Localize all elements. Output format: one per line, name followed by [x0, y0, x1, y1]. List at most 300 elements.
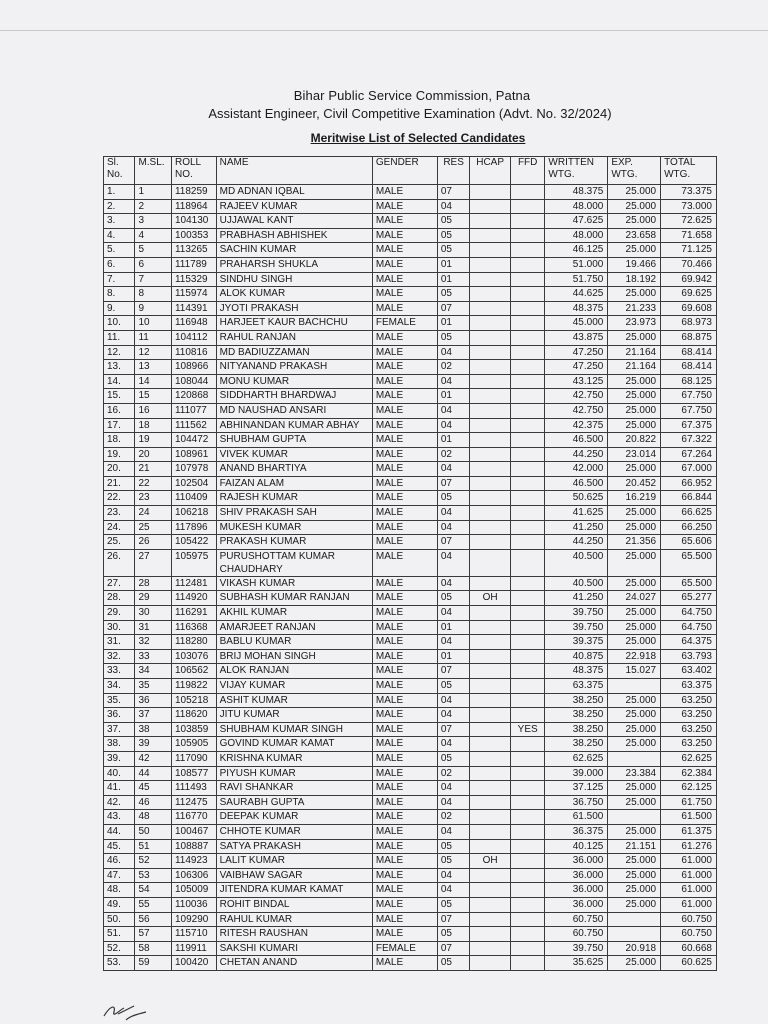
hcap-cell: [470, 722, 511, 737]
hcap-cell: OH: [470, 854, 511, 869]
total-wtg-cell: 61.000: [661, 868, 717, 883]
written-wtg-cell: 46.125: [545, 243, 608, 258]
written-wtg-cell: 36.000: [545, 883, 608, 898]
written-wtg-cell: 42.000: [545, 462, 608, 477]
exp-wtg-cell: 25.000: [608, 606, 661, 621]
name-cell: MD ADNAN IQBAL: [216, 185, 372, 200]
total-wtg-cell: 71.658: [661, 228, 717, 243]
total-wtg-cell: 67.000: [661, 462, 717, 477]
serial-cell: 40.: [104, 766, 135, 781]
hcap-cell: [470, 883, 511, 898]
gender-cell: MALE: [372, 389, 437, 404]
serial-cell: 29.: [104, 606, 135, 621]
ffd-cell: [510, 766, 545, 781]
merit-serial-cell: 19: [135, 433, 172, 448]
hcap-cell: [470, 506, 511, 521]
exp-wtg-cell: 23.014: [608, 447, 661, 462]
roll-no-cell: 106306: [171, 868, 216, 883]
written-wtg-cell: 42.375: [545, 418, 608, 433]
name-cell: RAHUL RANJAN: [216, 330, 372, 345]
table-row: [104, 447, 717, 462]
merit-serial-cell: 27: [135, 549, 172, 576]
written-wtg-cell: 51.000: [545, 257, 608, 272]
serial-cell: 20.: [104, 462, 135, 477]
written-wtg-cell: 47.250: [545, 360, 608, 375]
hcap-cell: [470, 520, 511, 535]
hcap-cell: [470, 766, 511, 781]
exp-wtg-cell: 25.000: [608, 403, 661, 418]
roll-no-cell: 108044: [171, 374, 216, 389]
gender-cell: MALE: [372, 664, 437, 679]
serial-cell: 8.: [104, 287, 135, 302]
roll-no-cell: 111562: [171, 418, 216, 433]
total-wtg-cell: 61.000: [661, 897, 717, 912]
ffd-cell: [510, 462, 545, 477]
written-wtg-cell: 48.375: [545, 301, 608, 316]
total-wtg-cell: 65.500: [661, 549, 717, 576]
table-row: [104, 185, 717, 200]
ffd-cell: [510, 316, 545, 331]
table-row: [104, 389, 717, 404]
serial-cell: 48.: [104, 883, 135, 898]
name-cell: ROHIT BINDAL: [216, 897, 372, 912]
written-wtg-cell: 50.625: [545, 491, 608, 506]
hcap-cell: [470, 927, 511, 942]
table-row: [104, 491, 717, 506]
merit-serial-cell: 8: [135, 287, 172, 302]
ffd-cell: [510, 606, 545, 621]
ffd-cell: [510, 664, 545, 679]
merit-serial-cell: 20: [135, 447, 172, 462]
res-cell: 04: [437, 708, 469, 723]
written-wtg-cell: 47.625: [545, 214, 608, 229]
gender-cell: MALE: [372, 679, 437, 694]
table-row: [104, 956, 717, 971]
roll-no-cell: 104130: [171, 214, 216, 229]
serial-cell: 2.: [104, 199, 135, 214]
roll-no-cell: 103076: [171, 649, 216, 664]
roll-no-cell: 108966: [171, 360, 216, 375]
hcap-cell: [470, 956, 511, 971]
total-wtg-cell: 64.750: [661, 606, 717, 621]
exp-wtg-cell: 23.658: [608, 228, 661, 243]
exp-wtg-cell: [608, 927, 661, 942]
res-cell: 02: [437, 360, 469, 375]
name-cell: SATYA PRAKASH: [216, 839, 372, 854]
table-row: [104, 635, 717, 650]
hcap-cell: [470, 272, 511, 287]
written-wtg-cell: 46.500: [545, 433, 608, 448]
roll-no-cell: 105975: [171, 549, 216, 576]
merit-serial-cell: 36: [135, 693, 172, 708]
total-wtg-cell: 63.250: [661, 693, 717, 708]
total-wtg-cell: 61.000: [661, 854, 717, 869]
name-cell: GOVIND KUMAR KAMAT: [216, 737, 372, 752]
table-row: [104, 228, 717, 243]
hcap-cell: [470, 649, 511, 664]
gender-cell: MALE: [372, 649, 437, 664]
serial-cell: 28.: [104, 591, 135, 606]
serial-cell: 12.: [104, 345, 135, 360]
written-wtg-cell: 44.625: [545, 287, 608, 302]
table-row: [104, 330, 717, 345]
serial-cell: 16.: [104, 403, 135, 418]
total-wtg-cell: 67.750: [661, 389, 717, 404]
exp-wtg-cell: 25.000: [608, 418, 661, 433]
roll-no-cell: 120868: [171, 389, 216, 404]
table-row: [104, 360, 717, 375]
total-wtg-cell: 60.625: [661, 956, 717, 971]
gender-cell: MALE: [372, 883, 437, 898]
res-cell: 05: [437, 491, 469, 506]
merit-serial-cell: 22: [135, 476, 172, 491]
serial-cell: 23.: [104, 506, 135, 521]
table-row: [104, 316, 717, 331]
written-wtg-cell: 40.500: [545, 576, 608, 591]
total-wtg-cell: 61.750: [661, 795, 717, 810]
serial-cell: 1.: [104, 185, 135, 200]
res-cell: 04: [437, 635, 469, 650]
ffd-cell: [510, 228, 545, 243]
exp-wtg-cell: 25.000: [608, 576, 661, 591]
total-wtg-cell: 64.375: [661, 635, 717, 650]
gender-cell: MALE: [372, 491, 437, 506]
hcap-cell: [470, 635, 511, 650]
name-cell: VIVEK KUMAR: [216, 447, 372, 462]
ffd-cell: [510, 737, 545, 752]
gender-cell: MALE: [372, 360, 437, 375]
total-wtg-cell: 68.414: [661, 360, 717, 375]
res-cell: 04: [437, 883, 469, 898]
hcap-cell: [470, 824, 511, 839]
table-row: [104, 476, 717, 491]
list-title: Meritwise List of Selected Candidates: [310, 131, 526, 145]
serial-cell: 47.: [104, 868, 135, 883]
table-row: [104, 649, 717, 664]
res-cell: 01: [437, 620, 469, 635]
exp-wtg-cell: 25.000: [608, 199, 661, 214]
name-cell: ASHIT KUMAR: [216, 693, 372, 708]
hcap-cell: [470, 433, 511, 448]
ffd-cell: [510, 649, 545, 664]
exp-wtg-cell: 25.000: [608, 635, 661, 650]
exp-wtg-cell: 22.918: [608, 649, 661, 664]
serial-cell: 52.: [104, 941, 135, 956]
written-wtg-cell: 41.250: [545, 520, 608, 535]
ffd-cell: [510, 751, 545, 766]
exp-wtg-cell: 25.000: [608, 462, 661, 477]
name-cell: SAURABH GUPTA: [216, 795, 372, 810]
name-cell: HARJEET KAUR BACHCHU: [216, 316, 372, 331]
name-cell: BRIJ MOHAN SINGH: [216, 649, 372, 664]
name-cell: SAKSHI KUMARI: [216, 941, 372, 956]
exp-wtg-cell: 25.000: [608, 854, 661, 869]
ffd-cell: [510, 535, 545, 550]
serial-cell: 11.: [104, 330, 135, 345]
written-wtg-cell: 60.750: [545, 927, 608, 942]
table-row: [104, 345, 717, 360]
total-wtg-cell: 60.750: [661, 927, 717, 942]
roll-no-cell: 106562: [171, 664, 216, 679]
column-header: WRITTEN WTG.: [545, 157, 608, 185]
written-wtg-cell: 40.125: [545, 839, 608, 854]
ffd-cell: [510, 491, 545, 506]
merit-serial-cell: 25: [135, 520, 172, 535]
written-wtg-cell: 36.000: [545, 854, 608, 869]
gender-cell: MALE: [372, 345, 437, 360]
hcap-cell: [470, 214, 511, 229]
ffd-cell: [510, 591, 545, 606]
total-wtg-cell: 73.000: [661, 199, 717, 214]
table-row: [104, 301, 717, 316]
total-wtg-cell: 63.402: [661, 664, 717, 679]
serial-cell: 15.: [104, 389, 135, 404]
total-wtg-cell: 68.125: [661, 374, 717, 389]
gender-cell: MALE: [372, 824, 437, 839]
total-wtg-cell: 62.125: [661, 781, 717, 796]
serial-cell: 46.: [104, 854, 135, 869]
roll-no-cell: 105218: [171, 693, 216, 708]
gender-cell: MALE: [372, 462, 437, 477]
gender-cell: MALE: [372, 795, 437, 810]
name-cell: SACHIN KUMAR: [216, 243, 372, 258]
ffd-cell: [510, 360, 545, 375]
written-wtg-cell: 46.500: [545, 476, 608, 491]
written-wtg-cell: 61.500: [545, 810, 608, 825]
ffd-cell: [510, 374, 545, 389]
table-row: [104, 708, 717, 723]
table-row: [104, 520, 717, 535]
hcap-cell: [470, 664, 511, 679]
res-cell: 04: [437, 693, 469, 708]
merit-serial-cell: 46: [135, 795, 172, 810]
total-wtg-cell: 60.750: [661, 912, 717, 927]
table-row: [104, 693, 717, 708]
res-cell: 01: [437, 389, 469, 404]
serial-cell: 33.: [104, 664, 135, 679]
gender-cell: MALE: [372, 839, 437, 854]
merit-serial-cell: 33: [135, 649, 172, 664]
total-wtg-cell: 68.875: [661, 330, 717, 345]
total-wtg-cell: 71.125: [661, 243, 717, 258]
hcap-cell: [470, 795, 511, 810]
table-row: [104, 781, 717, 796]
roll-no-cell: 103859: [171, 722, 216, 737]
roll-no-cell: 104112: [171, 330, 216, 345]
total-wtg-cell: 67.375: [661, 418, 717, 433]
hcap-cell: [470, 781, 511, 796]
gender-cell: MALE: [372, 535, 437, 550]
gender-cell: MALE: [372, 854, 437, 869]
hcap-cell: [470, 389, 511, 404]
roll-no-cell: 100467: [171, 824, 216, 839]
gender-cell: MALE: [372, 781, 437, 796]
gender-cell: MALE: [372, 301, 437, 316]
merit-serial-cell: 53: [135, 868, 172, 883]
merit-serial-cell: 26: [135, 535, 172, 550]
table-row: [104, 606, 717, 621]
total-wtg-cell: 66.250: [661, 520, 717, 535]
merit-serial-cell: 51: [135, 839, 172, 854]
serial-cell: 30.: [104, 620, 135, 635]
roll-no-cell: 116948: [171, 316, 216, 331]
serial-cell: 36.: [104, 708, 135, 723]
written-wtg-cell: 48.000: [545, 228, 608, 243]
gender-cell: MALE: [372, 766, 437, 781]
total-wtg-cell: 69.625: [661, 287, 717, 302]
res-cell: 01: [437, 649, 469, 664]
exp-wtg-cell: 25.000: [608, 883, 661, 898]
written-wtg-cell: 63.375: [545, 679, 608, 694]
ffd-cell: [510, 214, 545, 229]
merit-serial-cell: 10: [135, 316, 172, 331]
serial-cell: 17.: [104, 418, 135, 433]
total-wtg-cell: 67.750: [661, 403, 717, 418]
ffd-cell: [510, 185, 545, 200]
serial-cell: 19.: [104, 447, 135, 462]
serial-cell: 51.: [104, 927, 135, 942]
merit-serial-cell: 37: [135, 708, 172, 723]
exp-wtg-cell: 25.000: [608, 243, 661, 258]
merit-serial-cell: 31: [135, 620, 172, 635]
table-row: [104, 199, 717, 214]
table-row: [104, 549, 717, 576]
ffd-cell: [510, 883, 545, 898]
name-cell: RAHUL KUMAR: [216, 912, 372, 927]
column-header: M.SL.: [135, 157, 172, 185]
table-row: [104, 722, 717, 737]
name-cell: DEEPAK KUMAR: [216, 810, 372, 825]
roll-no-cell: 106218: [171, 506, 216, 521]
table-row: [104, 418, 717, 433]
name-cell: MD NAUSHAD ANSARI: [216, 403, 372, 418]
merit-serial-cell: 13: [135, 360, 172, 375]
table-row: [104, 576, 717, 591]
ffd-cell: [510, 868, 545, 883]
column-header: EXP. WTG.: [608, 157, 661, 185]
gender-cell: MALE: [372, 199, 437, 214]
ffd-cell: [510, 781, 545, 796]
exp-wtg-cell: 25.000: [608, 737, 661, 752]
column-header: HCAP: [470, 157, 511, 185]
ffd-cell: [510, 433, 545, 448]
serial-cell: 24.: [104, 520, 135, 535]
ffd-cell: [510, 199, 545, 214]
exp-wtg-cell: 15.027: [608, 664, 661, 679]
total-wtg-cell: 69.608: [661, 301, 717, 316]
total-wtg-cell: 61.375: [661, 824, 717, 839]
exp-wtg-cell: 16.219: [608, 491, 661, 506]
res-cell: 07: [437, 301, 469, 316]
name-cell: SHUBHAM GUPTA: [216, 433, 372, 448]
name-cell: AMARJEET RANJAN: [216, 620, 372, 635]
written-wtg-cell: 40.875: [545, 649, 608, 664]
merit-serial-cell: 11: [135, 330, 172, 345]
table-row: [104, 287, 717, 302]
merit-serial-cell: 59: [135, 956, 172, 971]
name-cell: SINDHU SINGH: [216, 272, 372, 287]
written-wtg-cell: 36.000: [545, 897, 608, 912]
hcap-cell: [470, 476, 511, 491]
ffd-cell: [510, 447, 545, 462]
res-cell: 07: [437, 912, 469, 927]
roll-no-cell: 110816: [171, 345, 216, 360]
total-wtg-cell: 65.500: [661, 576, 717, 591]
total-wtg-cell: 63.375: [661, 679, 717, 694]
ffd-cell: [510, 301, 545, 316]
total-wtg-cell: 68.414: [661, 345, 717, 360]
serial-cell: 4.: [104, 228, 135, 243]
total-wtg-cell: 61.276: [661, 839, 717, 854]
hcap-cell: [470, 403, 511, 418]
total-wtg-cell: 68.973: [661, 316, 717, 331]
hcap-cell: [470, 287, 511, 302]
roll-no-cell: 117090: [171, 751, 216, 766]
exp-wtg-cell: 25.000: [608, 389, 661, 404]
res-cell: 04: [437, 606, 469, 621]
merit-serial-cell: 29: [135, 591, 172, 606]
written-wtg-cell: 44.250: [545, 447, 608, 462]
serial-cell: 21.: [104, 476, 135, 491]
written-wtg-cell: 41.625: [545, 506, 608, 521]
gender-cell: MALE: [372, 214, 437, 229]
total-wtg-cell: 70.466: [661, 257, 717, 272]
res-cell: 05: [437, 243, 469, 258]
res-cell: 04: [437, 737, 469, 752]
total-wtg-cell: 66.625: [661, 506, 717, 521]
roll-no-cell: 105009: [171, 883, 216, 898]
merit-serial-cell: 44: [135, 766, 172, 781]
hcap-cell: [470, 447, 511, 462]
res-cell: 04: [437, 462, 469, 477]
merit-serial-cell: 34: [135, 664, 172, 679]
roll-no-cell: 104472: [171, 433, 216, 448]
exp-wtg-cell: 25.000: [608, 214, 661, 229]
written-wtg-cell: 45.000: [545, 316, 608, 331]
gender-cell: MALE: [372, 708, 437, 723]
exp-wtg-cell: 25.000: [608, 868, 661, 883]
roll-no-cell: 115710: [171, 927, 216, 942]
table-row: [104, 912, 717, 927]
serial-cell: 26.: [104, 549, 135, 576]
merit-serial-cell: 45: [135, 781, 172, 796]
res-cell: 05: [437, 330, 469, 345]
exp-wtg-cell: 25.000: [608, 330, 661, 345]
ffd-cell: [510, 389, 545, 404]
signature: [100, 1000, 150, 1022]
merit-serial-cell: 23: [135, 491, 172, 506]
table-row: [104, 766, 717, 781]
hcap-cell: [470, 708, 511, 723]
hcap-cell: [470, 330, 511, 345]
hcap-cell: [470, 316, 511, 331]
ffd-cell: [510, 403, 545, 418]
name-cell: MONU KUMAR: [216, 374, 372, 389]
roll-no-cell: 117896: [171, 520, 216, 535]
table-row: [104, 374, 717, 389]
serial-cell: 35.: [104, 693, 135, 708]
serial-cell: 9.: [104, 301, 135, 316]
merit-serial-cell: 52: [135, 854, 172, 869]
hcap-cell: [470, 941, 511, 956]
name-cell: RAJEEV KUMAR: [216, 199, 372, 214]
serial-cell: 49.: [104, 897, 135, 912]
exp-wtg-cell: 21.356: [608, 535, 661, 550]
written-wtg-cell: 48.375: [545, 664, 608, 679]
column-header: Sl. No.: [104, 157, 135, 185]
roll-no-cell: 108961: [171, 447, 216, 462]
name-cell: SIDDHARTH BHARDWAJ: [216, 389, 372, 404]
